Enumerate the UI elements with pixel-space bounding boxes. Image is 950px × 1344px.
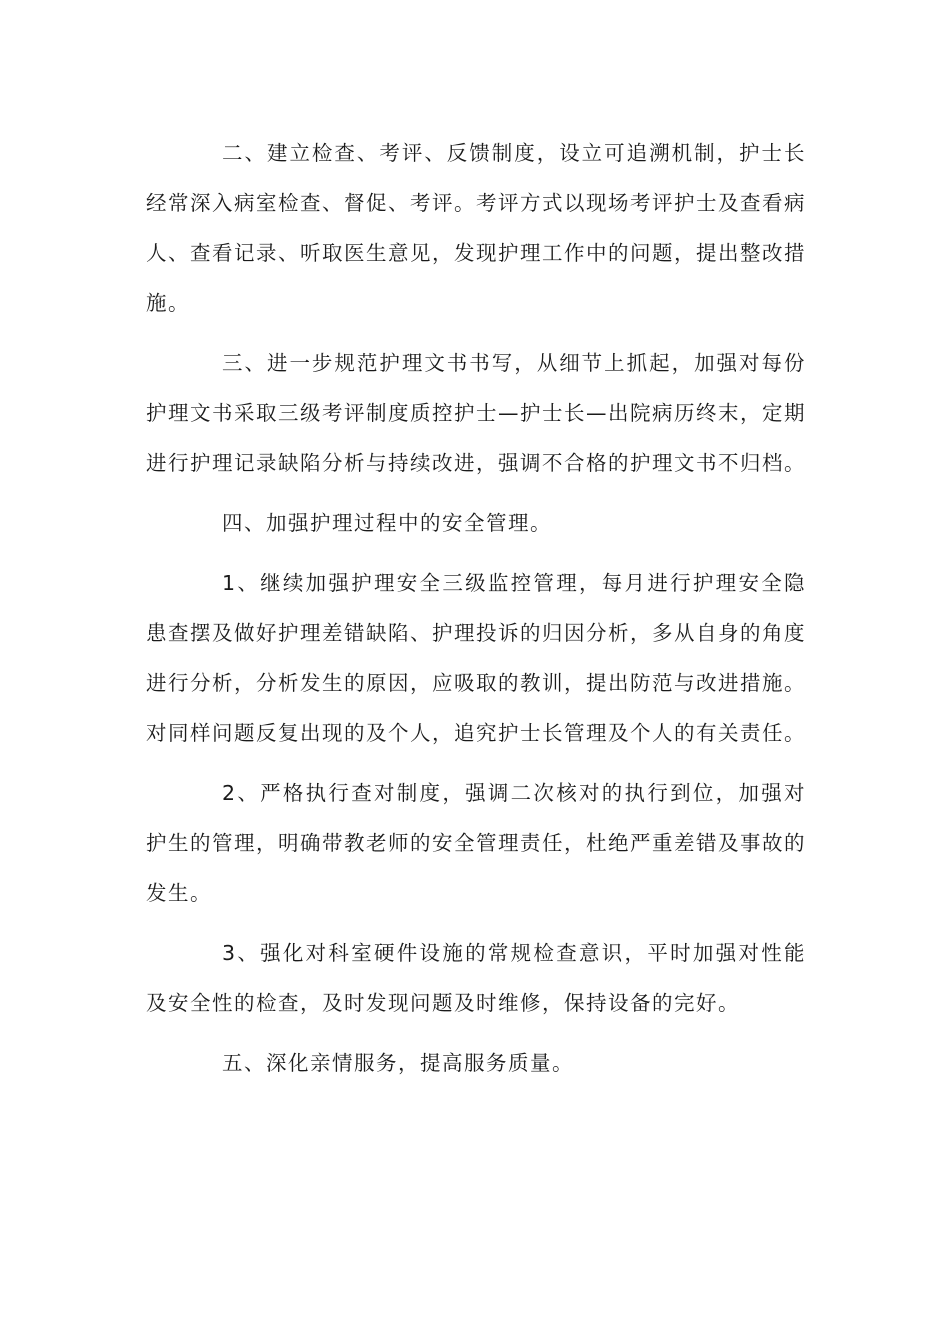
paragraph-item-3: 3、强化对科室硬件设施的常规检查意识，平时加强对性能及安全性的检查，及时发现问题及时维修，保持设备的完好。 bbox=[146, 941, 806, 1015]
paragraph-item-1: 1、继续加强护理安全三级监控管理，每月进行护理安全隐患查摆及做好护理差错缺陷、护理投诉的归因分析，多从自身的角度进行分析，分析发生的原因，应吸取的教训，提出防范与改进措施。对同样问题反复出现的及个人，追究护士长管理及个人的有关责任。 bbox=[146, 571, 806, 745]
paragraph-section-5-heading: 五、深化亲情服务，提高服务质量。 bbox=[222, 1051, 574, 1075]
document-body bbox=[146, 128, 806, 1098]
paragraph-section-2: 二、建立检查、考评、反馈制度，设立可追溯机制，护士长经常深入病室检查、督促、考评。考评方式以现场考评护士及查看病人、查看记录、听取医生意见，发现护理工作中的问题，提出整改措施。 bbox=[146, 141, 806, 315]
paragraph-section-3: 三、进一步规范护理文书书写，从细节上抓起，加强对每份护理文书采取三级考评制度质控护士—护士长—出院病历终末，定期进行护理记录缺陷分析与持续改进，强调不合格的护理文书不归档。 bbox=[146, 351, 806, 475]
paragraph-item-2: 2、严格执行查对制度，强调二次核对的执行到位，加强对护生的管理，明确带教老师的安全管理责任，杜绝严重差错及事故的发生。 bbox=[146, 781, 806, 905]
paragraph-section-4-heading: 四、加强护理过程中的安全管理。 bbox=[222, 511, 552, 535]
